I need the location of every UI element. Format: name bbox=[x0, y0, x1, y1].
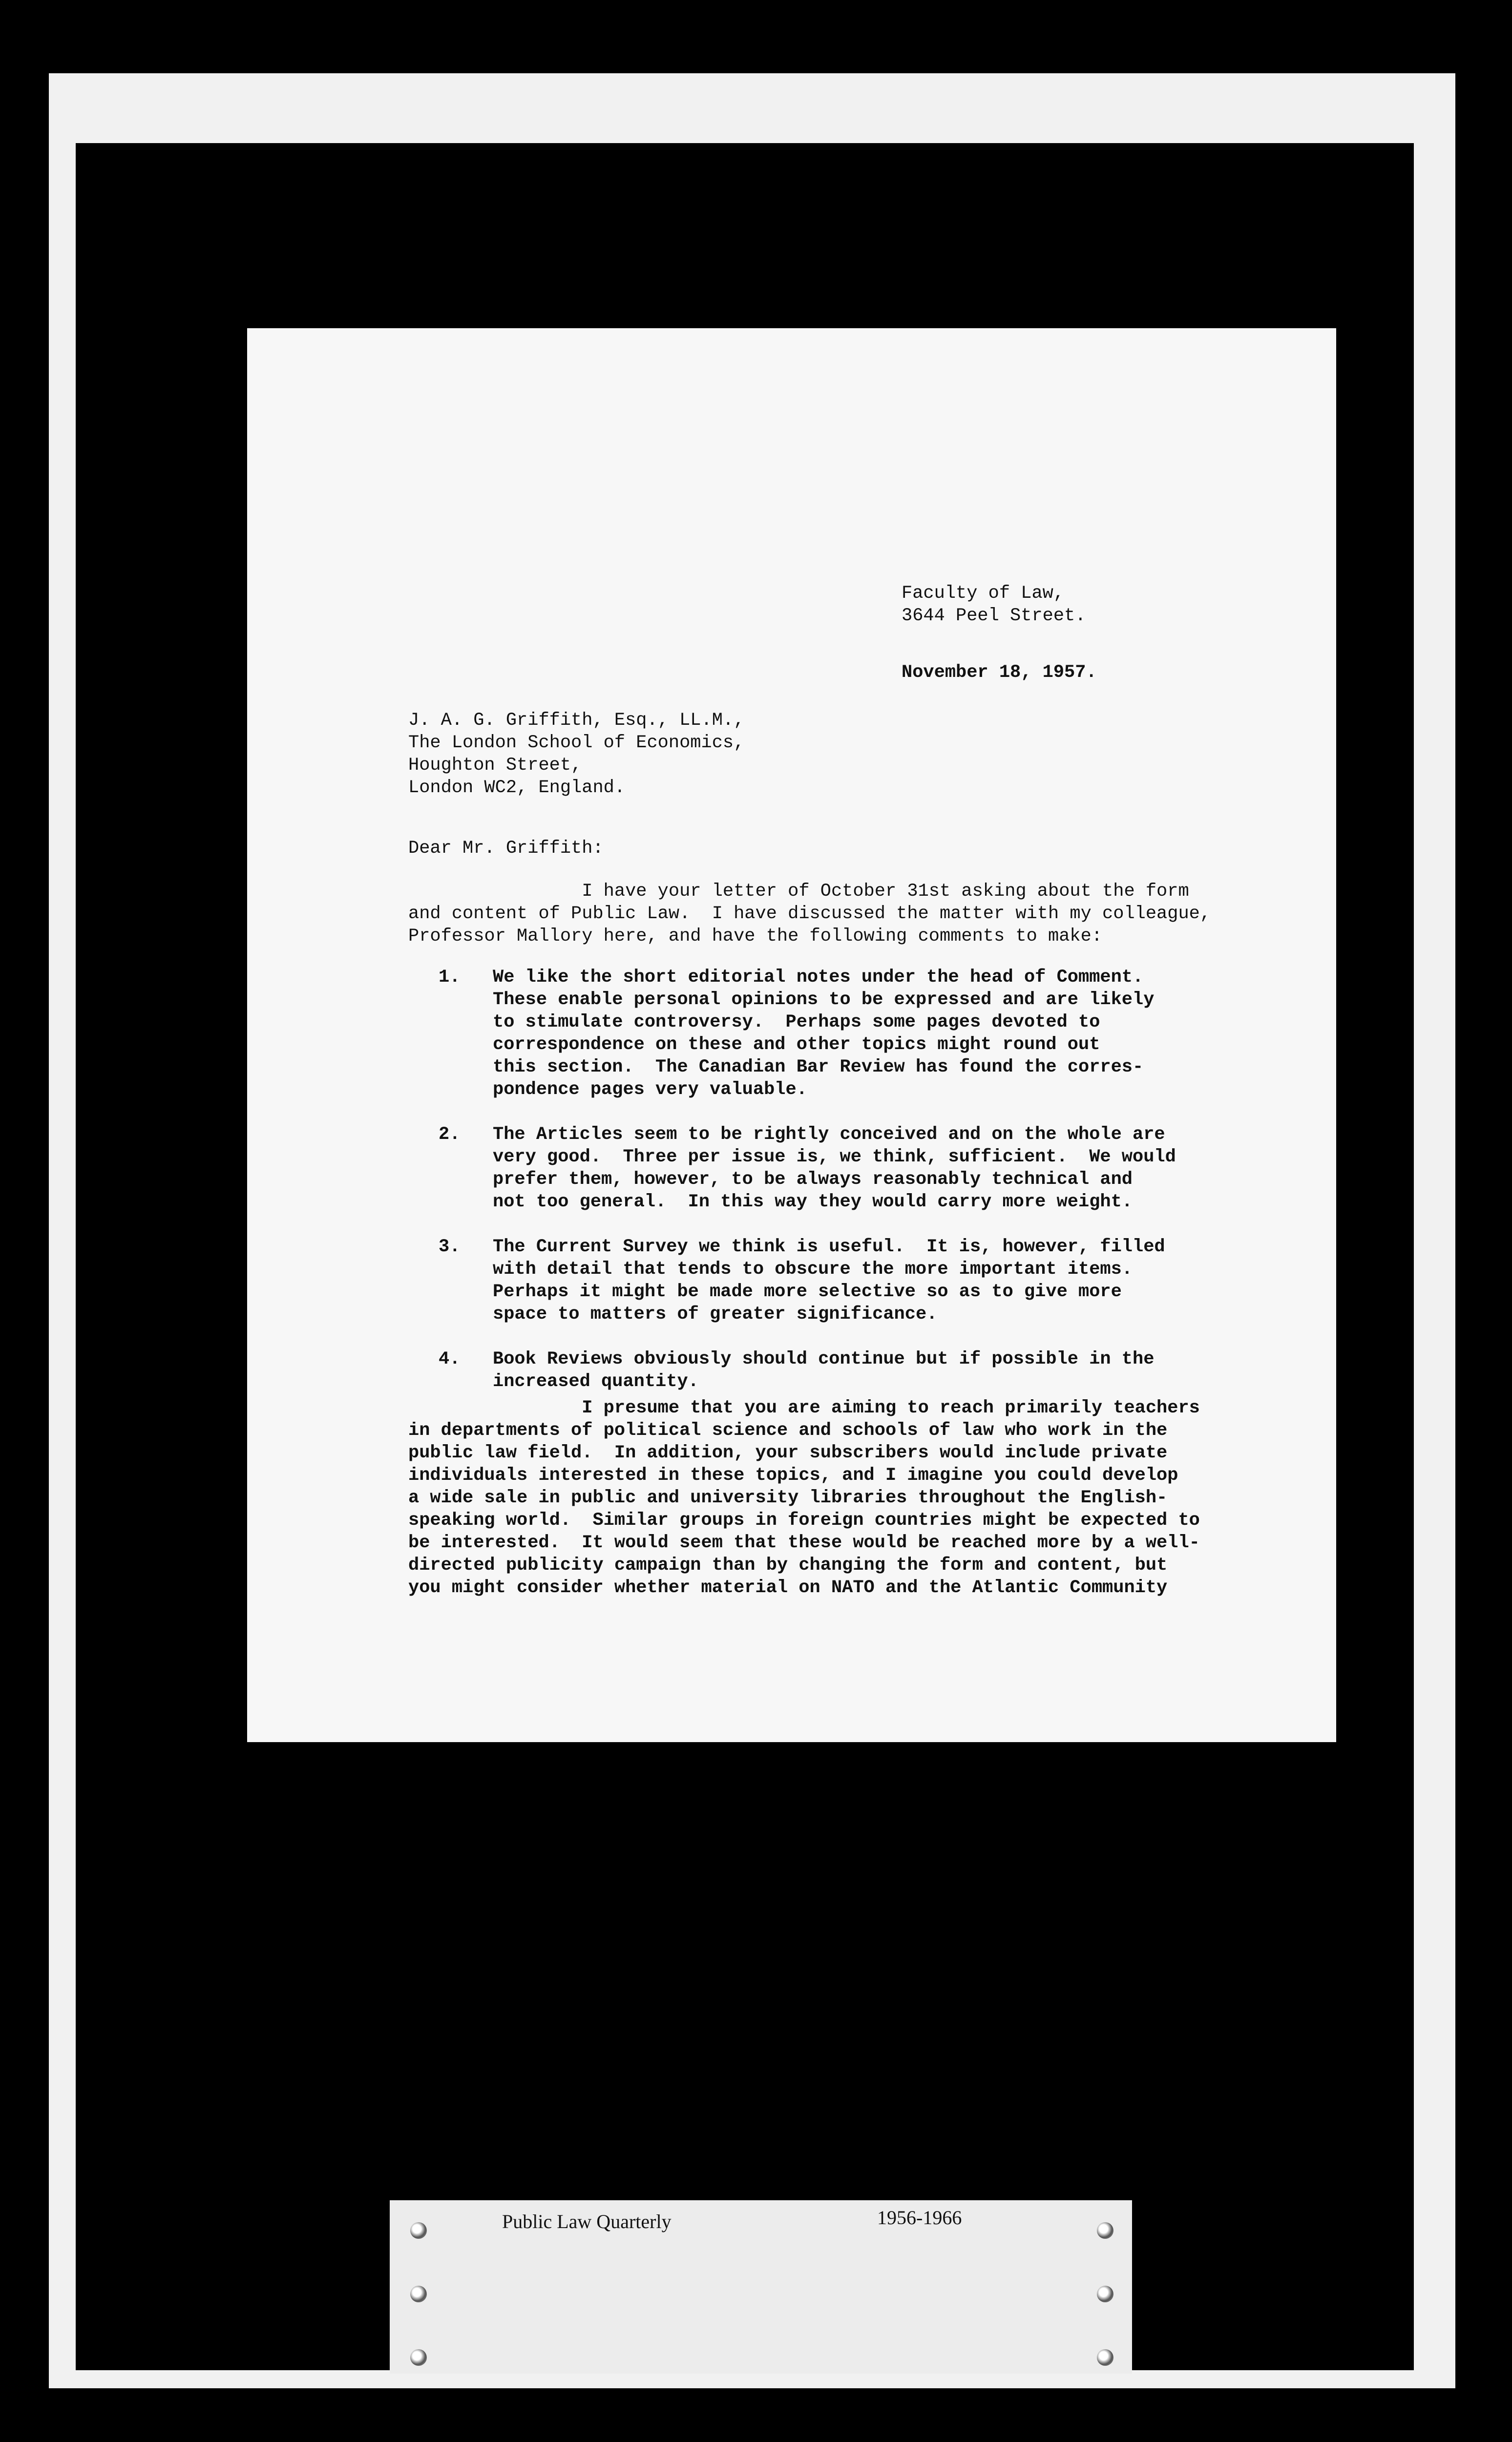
label-title: Public Law Quarterly bbox=[502, 2210, 672, 2232]
letter-date: November 18, 1957. bbox=[902, 662, 1097, 683]
item-text: Book Reviews obviously should continue but if possible in the increased quantity. bbox=[493, 1349, 1155, 1392]
item-number: 4. bbox=[439, 1349, 461, 1369]
archive-label-card bbox=[390, 2200, 1132, 2374]
label-years: 1956-1966 bbox=[877, 2207, 962, 2229]
item-text: The Current Survey we think is useful. It is, however, filled with detail that tends to obscure the more important items. Perhaps it might be made more selective so as to give more space to matters of greater significance. bbox=[493, 1237, 1165, 1325]
letter-page bbox=[247, 328, 1336, 1742]
punch-hole-icon bbox=[1097, 2349, 1113, 2366]
closing-paragraph: I presume that you are aiming to reach primarily teachers in departments of political science and schools of law who work in the public law field. In addition, your subscribers would include private individuals interested in these topics, and I imagine you could develop a wide sale in public and university libraries throughout the English- speaking world. Similar groups in foreign countries might be expected to be interested. It would seem that these would be reached more by a well- directed publicity campaign than by changing the form and content, but you might consider whether material on NATO and the Atlantic Community bbox=[408, 1398, 1200, 1598]
item-number: 2. bbox=[439, 1124, 461, 1145]
list-item bbox=[439, 1236, 1171, 1326]
punch-hole-icon bbox=[410, 2286, 427, 2302]
item-number: 1. bbox=[439, 967, 461, 988]
item-text: The Articles seem to be rightly conceived and on the whole are very good. Three per issue is, we think, sufficient. We would prefer them, however, to be always reasonably technical and not too general. In this way they would carry more weight. bbox=[493, 1124, 1176, 1212]
punch-hole-icon bbox=[1097, 2222, 1113, 2239]
intro-paragraph: I have your letter of October 31st asking about the form and content of Public Law. I have discussed the matter with my colleague, Professor Mallory here, and have the following comments to make: bbox=[408, 881, 1211, 947]
punch-hole-icon bbox=[410, 2222, 427, 2239]
item-number: 3. bbox=[439, 1237, 461, 1257]
item-text: We like the short editorial notes under the head of Comment. These enable personal opinions to be expressed and are likely to stimulate controversy. Perhaps some pages devoted to correspondence on these and other topics might round out this section. The Canadian Bar Review has found the corres- pondence pages very valuable. bbox=[493, 967, 1155, 1100]
list-item bbox=[439, 966, 1171, 1101]
recipient-address: J. A. G. Griffith, Esq., LL.M., The London School of Economics, Houghton Street, London WC2, England. bbox=[408, 710, 745, 798]
list-item bbox=[439, 1123, 1176, 1213]
sender-address: Faculty of Law, 3644 Peel Street. bbox=[902, 583, 1086, 626]
punch-hole-icon bbox=[410, 2349, 427, 2366]
punch-hole-icon bbox=[1097, 2286, 1113, 2302]
salutation: Dear Mr. Griffith: bbox=[408, 838, 604, 859]
comment-list bbox=[439, 966, 1176, 1415]
list-item bbox=[439, 1348, 1171, 1393]
